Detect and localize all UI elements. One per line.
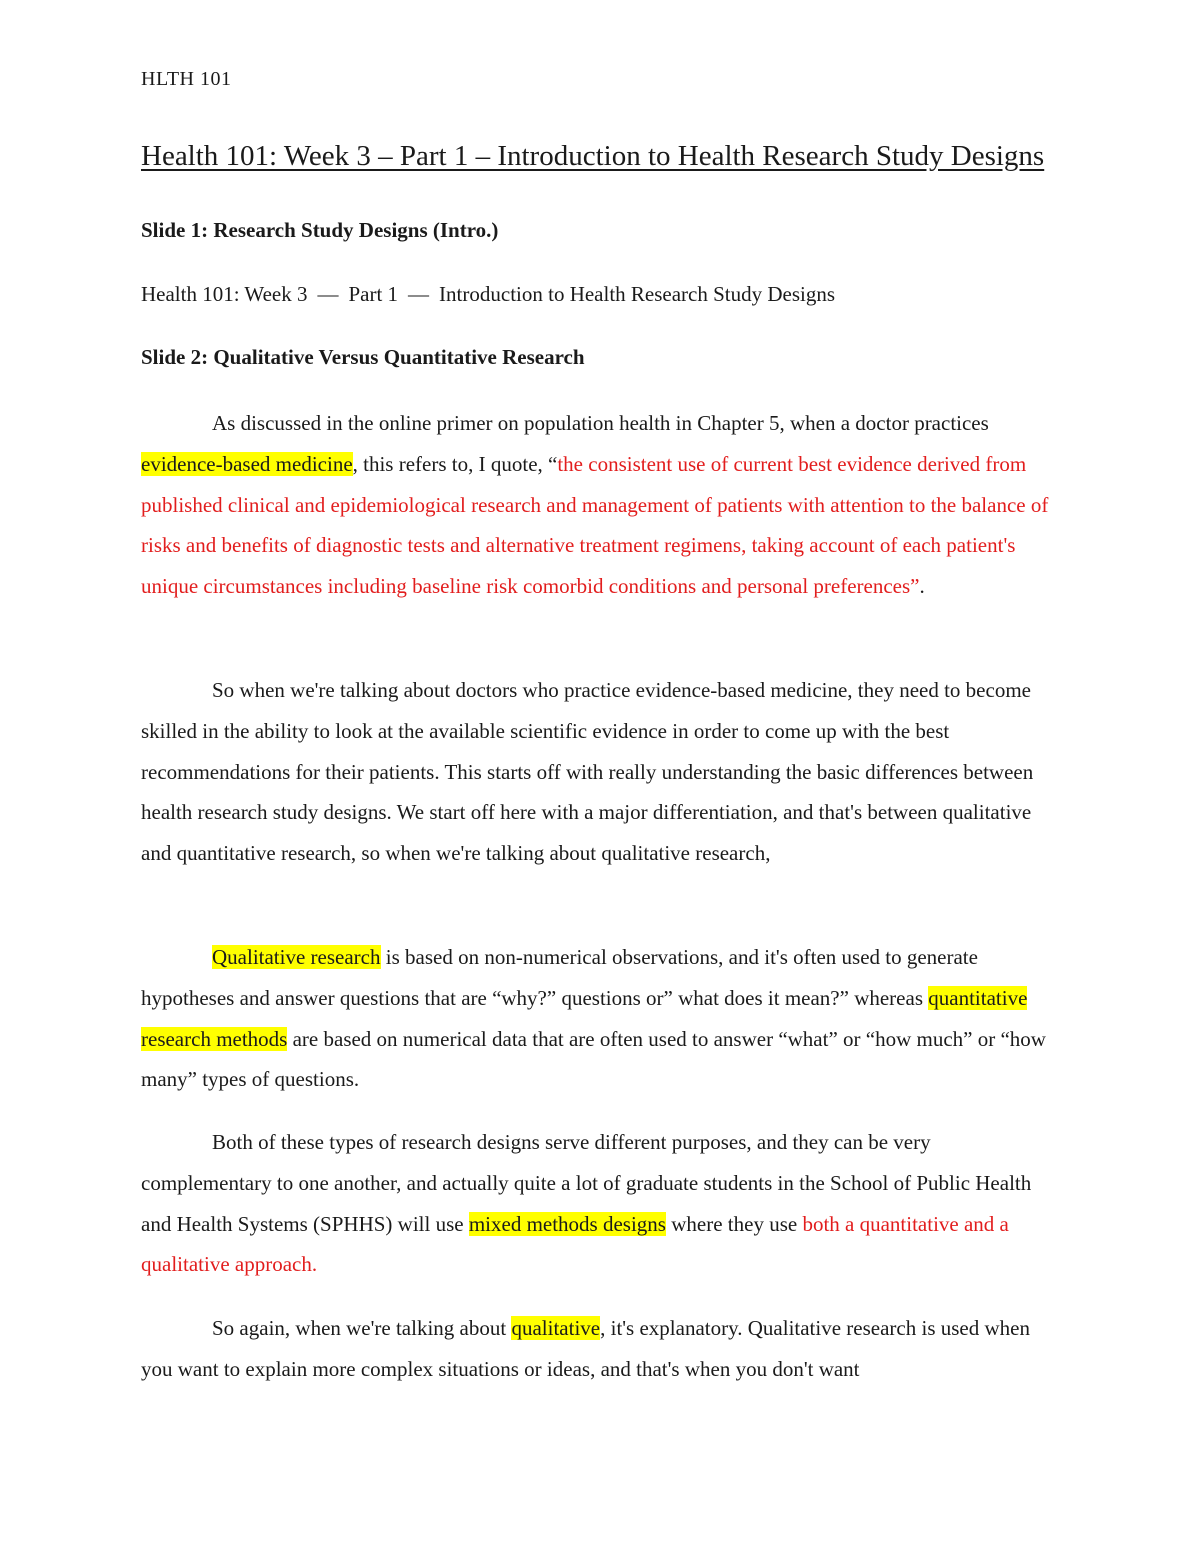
intro-dash: — (408, 282, 430, 306)
intro-part: Part 1 (348, 282, 399, 306)
slide1-intro-line (141, 282, 835, 307)
paragraph-text: So when we're talking about doctors who practice evidence-based medicine, they need to become skilled in the ability to look at the available scientific evidence in order to come up with the best recommendations for their patients. This starts off with really understanding the basic differences between health research study designs. We start off here with a major differentiation, and that's between qualitative and quantitative research, so when we're talking about qualitative research, (141, 678, 1034, 866)
paragraph-text: . (919, 574, 925, 599)
paragraph-text: is based on non-numerical observations, and it's often used to generate hypotheses and answer questions that are “why?” questions or” what does it mean?” whereas (141, 945, 978, 1010)
paragraph-evidence-based-medicine (141, 403, 1061, 607)
paragraph-qualitative-explanatory (141, 1308, 1061, 1390)
running-header: HLTH 101 (141, 68, 232, 90)
paragraph-text: are based on numerical data that are often used to answer “what” or “how much” or “how many” types of questions. (141, 1026, 1046, 1092)
intro-course-week: Health 101: Week 3 (141, 282, 308, 306)
red-quote: the consistent use of current best evidence derived from published clinical and epidemiological research and management of patients with attention to the balance of risks and benefits of diagnostic tests and alternative treatment regimens, taking account of each patient's unique circumstances including baseline risk comorbid conditions and personal preferences” (141, 451, 1049, 599)
paragraph-text: , this refers to, I quote, “ (352, 451, 558, 476)
paragraph-mixed-methods (141, 1122, 1061, 1285)
intro-topic: Introduction to Health Research Study Designs (439, 282, 836, 306)
paragraph-text: So again, when we're talking about (212, 1316, 512, 1340)
intro-dash: — (317, 282, 339, 306)
highlighted-term: qualitative (511, 1316, 601, 1340)
slide2-heading: Slide 2: Qualitative Versus Quantitative Research (141, 345, 585, 369)
paragraph-text: , it's explanatory. Qualitative research is used when you want to explain more complex situations or ideas, and that's when you don't want (141, 1316, 1030, 1381)
paragraph-qualitative-vs-quantitative (141, 937, 1061, 1100)
highlighted-term: quantitative research methods (141, 985, 1028, 1051)
paragraph-text: where they use (665, 1211, 803, 1236)
paragraph-text: Both of these types of research designs serve different purposes, and they can be very complementary to one another, and actually quite a lot of graduate students in the School of Public Health and Health Systems (SPHHS) will use (141, 1130, 1032, 1236)
red-emphasis: both a quantitative and a qualitative approach. (141, 1211, 1009, 1277)
highlighted-term: mixed methods designs (468, 1211, 666, 1236)
highlighted-term: Qualitative research (212, 945, 381, 969)
document-title: Health 101: Week 3 – Part 1 – Introduction to Health Research Study Designs (141, 140, 1045, 172)
paragraph-text: As discussed in the online primer on population health in Chapter 5, when a doctor practices (212, 411, 989, 435)
paragraph-doctors-evidence (141, 670, 1061, 874)
highlighted-term: evidence-based medicine (141, 451, 353, 476)
slide1-heading: Slide 1: Research Study Designs (Intro.) (141, 218, 499, 242)
